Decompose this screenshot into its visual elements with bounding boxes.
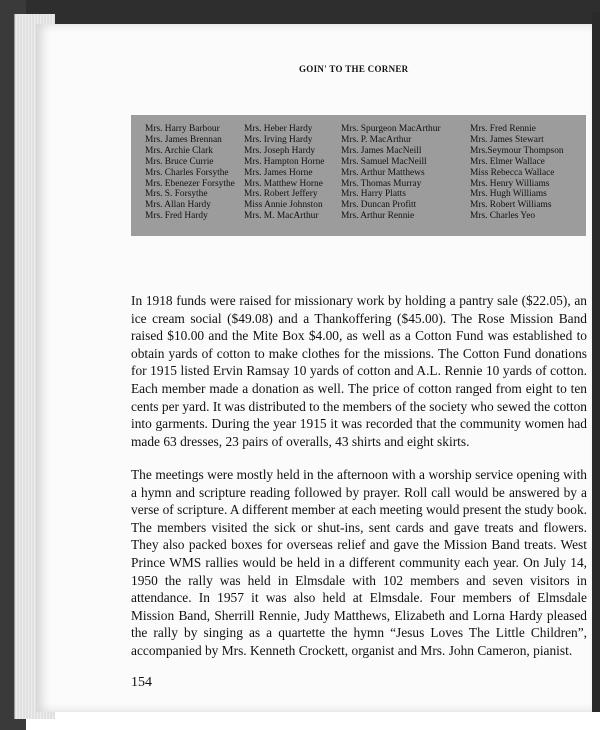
- member-name: Mrs. Harry Barbour: [145, 124, 220, 134]
- member-name: Mrs. Henry Williams: [470, 178, 550, 189]
- member-name: Mrs. Duncan Profitt: [341, 200, 417, 211]
- member-name: Mrs. Allan Hardy: [145, 200, 211, 211]
- member-name: Mrs. Robert Jeffery: [244, 189, 318, 200]
- member-name: Mrs. Joseph Hardy: [244, 145, 316, 156]
- member-name: Mrs. Fred Rennie: [470, 124, 536, 134]
- names-column-4: [470, 124, 564, 222]
- body-paragraph-2: The meetings were mostly held in the afternoon with a worship service opening with a hymn and scripture reading followed by prayer. Roll call would be answered by a verse of scripture. A different member at each meeting would present the study book. The members visited the sick or shut-ins, sent cards and gave treats and flowers. They also packed boxes for overseas relief and gave the Mission Band treats. West Prince WMS rallies would be held in a different community each year. On July 14, 1950 the rally was held in Elmsdale with 102 members and seven visitors in attendance. In 1957 it was also held at Elmsdale. Four members of Elmsdale Mission Band, Sherrill Rennie, Judy Matthews, Elizabeth and Lorna Hardy pleased the rally by singing as a quartette the hymn “Jesus Loves The Little Children”, accompanied by Mrs. Kenneth Crockett, organist and Mrs. John Cameron, pianist.: [131, 467, 588, 658]
- member-name: Mrs. Elmer Wallace: [470, 156, 545, 167]
- member-name: Mrs. P. MacArthur: [341, 134, 412, 145]
- running-header: GOIN' TO THE CORNER: [299, 64, 409, 74]
- book-cover-right: [592, 12, 600, 712]
- member-name: Mrs. James Brennan: [145, 134, 222, 145]
- member-name: Miss Annie Johnston: [244, 200, 323, 211]
- member-name: Mrs. Archie Clark: [145, 145, 213, 156]
- member-name: Mrs. Spurgeon MacArthur: [341, 124, 441, 134]
- names-column-2: [244, 124, 324, 222]
- member-name: Mrs. Arthur Matthews: [341, 167, 425, 178]
- member-name: Miss Rebecca Wallace: [470, 167, 555, 178]
- member-names-table: [131, 115, 586, 236]
- member-name: Mrs. Samuel MacNeill: [341, 156, 427, 167]
- member-name: Mrs. S. Forsythe: [145, 189, 208, 200]
- member-name: Mrs. Irving Hardy: [244, 134, 313, 145]
- member-name: Mrs. Thomas Murray: [341, 178, 422, 189]
- member-name: Mrs. Heber Hardy: [244, 124, 313, 134]
- member-name: Mrs. Hugh Williams: [470, 189, 547, 200]
- book-cover-top: [0, 0, 600, 26]
- member-name: Mrs. Hampton Horne: [244, 156, 325, 167]
- member-name: Mrs. Harry Platts: [341, 189, 406, 200]
- member-name: Mrs. M. MacArthur: [244, 211, 319, 222]
- body-paragraph-1: In 1918 funds were raised for missionary work by holding a pantry sale ($22.05), an ice cream social ($49.08) and a Thankoffering ($45.00). The Rose Mission Band raised $10.00 and the Mite Box $4.00, as well as a Cotton Fund was established to obtain yards of cotton to make clothes for the missions. The Cotton Fund donations for 1915 listed Ervin Ramsay 10 yards of cotton and A.L. Rennie 10 yards of cotton. Each member made a donation as well. The price of cotton ranged from eight to ten cents per yard. It was distributed to the members of the society who sewed the cotton into garments. During the year 1915 it was recorded that the community women had made 63 dresses, 23 pairs of overalls, 43 shirts and eight skirts.: [131, 293, 587, 449]
- member-name: Mrs. Arthur Rennie: [341, 211, 415, 222]
- names-column-1: [145, 124, 235, 222]
- member-name: Mrs.Seymour Thompson: [470, 145, 564, 156]
- names-column-3: [341, 124, 441, 222]
- member-name: Mrs. Charles Yeo: [470, 211, 536, 222]
- member-name: Mrs. Bruce Currie: [145, 156, 214, 167]
- member-name: Mrs. Robert Williams: [470, 200, 552, 211]
- page-number: 154: [131, 675, 152, 690]
- member-name: Mrs. Fred Hardy: [145, 211, 208, 222]
- member-name: Mrs. Charles Forsythe: [145, 167, 229, 178]
- member-name: Mrs. Ebenezer Forsythe: [145, 178, 235, 189]
- member-name: Mrs. James Horne: [244, 167, 313, 178]
- member-name: Mrs. Matthew Horne: [244, 178, 323, 189]
- member-name: Mrs. James Stewart: [470, 134, 544, 145]
- member-name: Mrs. James MacNeill: [341, 145, 422, 156]
